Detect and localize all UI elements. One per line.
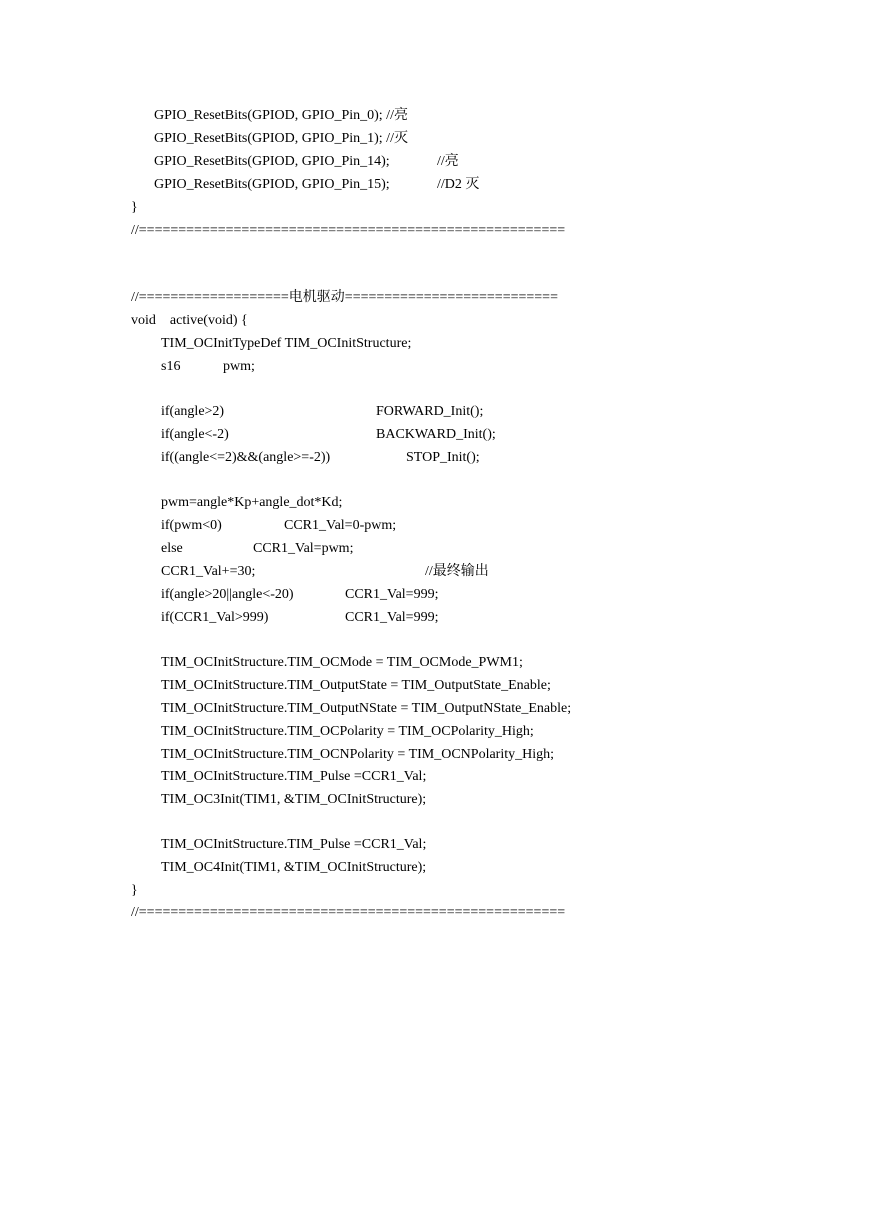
code-line: TIM_OCInitStructure.TIM_OutputState = TIM_OutputState_Enable; <box>161 678 551 693</box>
code-condition: if(CCR1_Val>999) <box>161 610 269 625</box>
code-condition: if(angle>2) <box>161 404 225 419</box>
code-line <box>161 359 361 375</box>
code-line <box>161 450 561 466</box>
code-line <box>161 404 561 420</box>
code-line <box>161 541 461 557</box>
code-line <box>161 610 511 626</box>
code-line: GPIO_ResetBits(GPIOD, GPIO_Pin_1); //灭 <box>154 131 408 146</box>
code-line: } <box>131 200 138 215</box>
code-line: TIM_OC3Init(TIM1, &TIM_OCInitStructure); <box>161 792 427 807</box>
code-action: FORWARD_Init(); <box>376 404 484 419</box>
code-line <box>154 154 514 170</box>
code-action: CCR1_Val=pwm; <box>253 541 354 556</box>
code-condition: if((angle<=2)&&(angle>=-2)) <box>161 450 331 465</box>
code-action: CCR1_Val=0-pwm; <box>284 518 397 533</box>
section-heading-comment: //===================电机驱动=========================== <box>131 290 558 305</box>
code-line: pwm=angle*Kp+angle_dot*Kd; <box>161 495 343 510</box>
code-line: TIM_OCInitTypeDef TIM_OCInitStructure; <box>161 336 412 351</box>
code-comment: //D2 灭 <box>437 177 480 192</box>
code-condition: if(angle>20||angle<-20) <box>161 587 294 602</box>
code-action: STOP_Init(); <box>406 450 480 465</box>
code-line: TIM_OCInitStructure.TIM_OCMode = TIM_OCMode_PWM1; <box>161 655 523 670</box>
code-line: GPIO_ResetBits(GPIOD, GPIO_Pin_0); //亮 <box>154 108 408 123</box>
code-type: s16 <box>161 359 181 374</box>
code-comment: //亮 <box>437 154 459 169</box>
code-condition: else <box>161 541 183 556</box>
code-line <box>154 177 514 193</box>
code-statement: CCR1_Val+=30; <box>161 564 256 579</box>
code-line: TIM_OCInitStructure.TIM_Pulse =CCR1_Val; <box>161 837 427 852</box>
code-line <box>161 518 461 534</box>
code-condition: if(pwm<0) <box>161 518 222 533</box>
code-action: CCR1_Val=999; <box>345 610 439 625</box>
code-line: } <box>131 883 138 898</box>
separator-comment: //====================================================== <box>131 223 566 238</box>
separator-comment: //====================================================== <box>131 905 566 920</box>
code-line: TIM_OCInitStructure.TIM_OCPolarity = TIM_OCPolarity_High; <box>161 724 534 739</box>
code-action: CCR1_Val=999; <box>345 587 439 602</box>
code-action: BACKWARD_Init(); <box>376 427 496 442</box>
code-statement: GPIO_ResetBits(GPIOD, GPIO_Pin_15); <box>154 177 390 192</box>
code-condition: if(angle<-2) <box>161 427 229 442</box>
code-line: TIM_OCInitStructure.TIM_Pulse =CCR1_Val; <box>161 769 427 784</box>
code-line: TIM_OCInitStructure.TIM_OutputNState = TIM_OutputNState_Enable; <box>161 701 572 716</box>
code-line <box>161 427 561 443</box>
function-signature: void active(void) { <box>131 313 248 328</box>
code-line: TIM_OC4Init(TIM1, &TIM_OCInitStructure); <box>161 860 427 875</box>
code-variable: pwm; <box>223 359 255 374</box>
code-statement: GPIO_ResetBits(GPIOD, GPIO_Pin_14); <box>154 154 390 169</box>
code-line <box>161 587 511 603</box>
code-comment: //最终输出 <box>425 564 489 579</box>
code-line: TIM_OCInitStructure.TIM_OCNPolarity = TIM_OCNPolarity_High; <box>161 747 555 762</box>
code-line <box>161 564 561 580</box>
